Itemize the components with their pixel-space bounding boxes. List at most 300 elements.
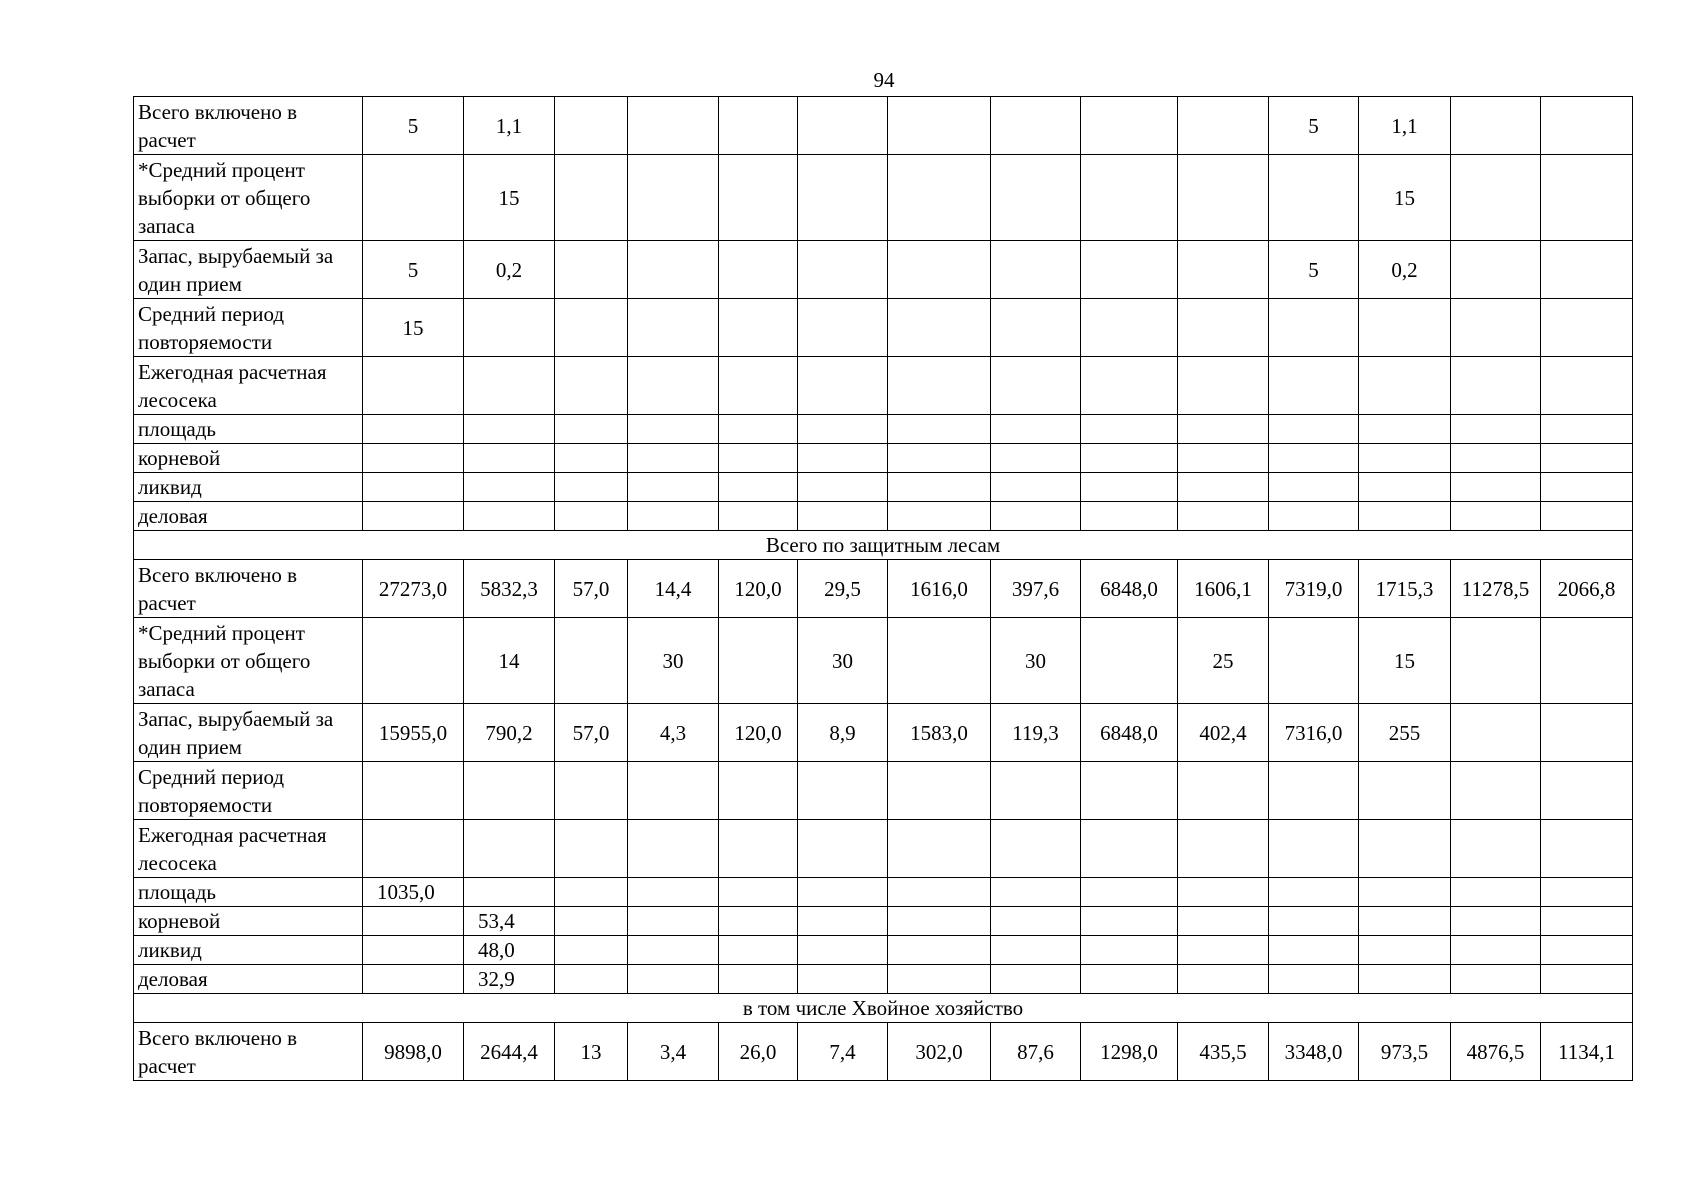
table-cell bbox=[1451, 762, 1541, 820]
table-cell bbox=[464, 502, 555, 531]
table-cell bbox=[719, 878, 798, 907]
table-cell bbox=[1178, 299, 1269, 357]
table-cell bbox=[555, 444, 628, 473]
table-cell: 3348,0 bbox=[1269, 1023, 1359, 1081]
table-cell bbox=[719, 762, 798, 820]
table-cell bbox=[798, 762, 888, 820]
table-cell bbox=[1541, 965, 1633, 994]
table-row bbox=[134, 299, 1633, 357]
table-row bbox=[134, 762, 1633, 820]
table-cell bbox=[888, 357, 991, 415]
table-cell bbox=[1178, 878, 1269, 907]
table-cell bbox=[1541, 473, 1633, 502]
table-cell bbox=[1451, 241, 1541, 299]
table-cell bbox=[1451, 502, 1541, 531]
table-cell bbox=[1269, 965, 1359, 994]
table-cell: 57,0 bbox=[555, 560, 628, 618]
table-cell: 435,5 bbox=[1178, 1023, 1269, 1081]
row-label: корневой bbox=[134, 444, 363, 473]
table-cell bbox=[1451, 618, 1541, 704]
table-cell bbox=[1359, 820, 1451, 878]
table-cell bbox=[1451, 415, 1541, 444]
table-cell bbox=[628, 97, 719, 155]
table-cell bbox=[1541, 618, 1633, 704]
table-cell bbox=[464, 415, 555, 444]
harvest-calculation-table bbox=[133, 96, 1633, 1081]
table-cell bbox=[1451, 473, 1541, 502]
table-row bbox=[134, 878, 1633, 907]
table-cell bbox=[798, 502, 888, 531]
table-cell bbox=[555, 155, 628, 241]
table-cell bbox=[798, 241, 888, 299]
table-cell bbox=[991, 820, 1081, 878]
table-cell bbox=[1541, 444, 1633, 473]
table-cell bbox=[1359, 907, 1451, 936]
table-cell bbox=[991, 155, 1081, 241]
table-cell bbox=[628, 820, 719, 878]
row-label: ликвид bbox=[134, 473, 363, 502]
table-cell bbox=[888, 907, 991, 936]
table-cell bbox=[798, 820, 888, 878]
table-cell bbox=[888, 618, 991, 704]
table-row bbox=[134, 357, 1633, 415]
table-cell bbox=[1081, 502, 1178, 531]
table-cell bbox=[464, 878, 555, 907]
table-cell bbox=[363, 415, 464, 444]
table-cell bbox=[1081, 97, 1178, 155]
table-cell bbox=[888, 444, 991, 473]
table-cell: 402,4 bbox=[1178, 704, 1269, 762]
table-cell: 3,4 bbox=[628, 1023, 719, 1081]
table-cell bbox=[628, 415, 719, 444]
table-cell bbox=[1081, 444, 1178, 473]
table-cell: 0,2 bbox=[464, 241, 555, 299]
table-cell: 29,5 bbox=[798, 560, 888, 618]
table-cell bbox=[719, 502, 798, 531]
table-cell: 0,2 bbox=[1359, 241, 1451, 299]
table-row bbox=[134, 502, 1633, 531]
table-cell: 15 bbox=[363, 299, 464, 357]
table-cell: 255 bbox=[1359, 704, 1451, 762]
table-cell bbox=[719, 907, 798, 936]
table-row bbox=[134, 936, 1633, 965]
table-cell: 13 bbox=[555, 1023, 628, 1081]
table-cell bbox=[991, 97, 1081, 155]
row-label: корневой bbox=[134, 907, 363, 936]
table-cell bbox=[719, 241, 798, 299]
row-label: *Средний процент выборки от общего запаса bbox=[134, 155, 363, 241]
table-cell bbox=[798, 357, 888, 415]
table-cell: 302,0 bbox=[888, 1023, 991, 1081]
table-cell: 9898,0 bbox=[363, 1023, 464, 1081]
table-cell: 6848,0 bbox=[1081, 560, 1178, 618]
table-cell bbox=[1269, 502, 1359, 531]
table-cell: 15 bbox=[464, 155, 555, 241]
table-cell bbox=[1541, 878, 1633, 907]
table-cell bbox=[555, 965, 628, 994]
table-cell: 1035,0 bbox=[363, 878, 464, 907]
table-cell bbox=[464, 357, 555, 415]
table-cell bbox=[1178, 357, 1269, 415]
table-cell bbox=[1541, 415, 1633, 444]
table-cell bbox=[628, 907, 719, 936]
table-cell bbox=[719, 415, 798, 444]
table-cell: 1583,0 bbox=[888, 704, 991, 762]
table-row bbox=[134, 704, 1633, 762]
table-row bbox=[134, 415, 1633, 444]
table-row bbox=[134, 241, 1633, 299]
table-row bbox=[134, 155, 1633, 241]
table-cell bbox=[1081, 907, 1178, 936]
table-cell bbox=[1451, 704, 1541, 762]
table-cell bbox=[991, 415, 1081, 444]
table-cell bbox=[1081, 618, 1178, 704]
table-cell: 53,4 bbox=[464, 907, 555, 936]
table-cell bbox=[1178, 415, 1269, 444]
table-cell: 48,0 bbox=[464, 936, 555, 965]
table-cell bbox=[1081, 762, 1178, 820]
table-cell: 397,6 bbox=[991, 560, 1081, 618]
table-cell: 790,2 bbox=[464, 704, 555, 762]
table-cell bbox=[628, 762, 719, 820]
table-cell bbox=[555, 415, 628, 444]
table-cell: 4,3 bbox=[628, 704, 719, 762]
table-cell: 5 bbox=[1269, 97, 1359, 155]
table-body bbox=[134, 97, 1633, 1081]
row-label: деловая bbox=[134, 502, 363, 531]
table-cell: 87,6 bbox=[991, 1023, 1081, 1081]
table-cell bbox=[1359, 415, 1451, 444]
table-cell bbox=[1081, 473, 1178, 502]
table-cell: 5 bbox=[363, 241, 464, 299]
table-cell bbox=[1541, 936, 1633, 965]
table-cell: 6848,0 bbox=[1081, 704, 1178, 762]
table-cell: 120,0 bbox=[719, 560, 798, 618]
table-cell bbox=[798, 473, 888, 502]
table-cell bbox=[628, 936, 719, 965]
table-cell bbox=[628, 155, 719, 241]
row-label: Запас, вырубаемый за один прием bbox=[134, 241, 363, 299]
table-cell bbox=[363, 907, 464, 936]
table-cell bbox=[1178, 97, 1269, 155]
table-cell bbox=[1269, 762, 1359, 820]
row-label: ликвид bbox=[134, 936, 363, 965]
table-cell bbox=[363, 965, 464, 994]
table-cell bbox=[363, 762, 464, 820]
table-cell bbox=[1359, 762, 1451, 820]
table-cell bbox=[719, 155, 798, 241]
table-cell bbox=[1081, 936, 1178, 965]
table-cell: 1606,1 bbox=[1178, 560, 1269, 618]
table-cell bbox=[1081, 357, 1178, 415]
table-cell bbox=[1541, 704, 1633, 762]
table-cell bbox=[555, 618, 628, 704]
table-cell bbox=[1178, 762, 1269, 820]
table-cell bbox=[1451, 820, 1541, 878]
table-cell bbox=[991, 357, 1081, 415]
table-cell: 25 bbox=[1178, 618, 1269, 704]
table-cell bbox=[991, 907, 1081, 936]
table-cell bbox=[1178, 473, 1269, 502]
table-cell bbox=[1269, 618, 1359, 704]
table-cell bbox=[1359, 965, 1451, 994]
table-cell bbox=[1178, 241, 1269, 299]
table-cell: 2644,4 bbox=[464, 1023, 555, 1081]
table-cell bbox=[628, 965, 719, 994]
table-cell bbox=[1269, 907, 1359, 936]
table-cell bbox=[888, 415, 991, 444]
row-label: площадь bbox=[134, 415, 363, 444]
table-cell bbox=[991, 965, 1081, 994]
table-cell bbox=[991, 502, 1081, 531]
table-cell bbox=[798, 936, 888, 965]
table-cell bbox=[1451, 936, 1541, 965]
table-cell bbox=[991, 878, 1081, 907]
table-cell bbox=[1541, 502, 1633, 531]
table-cell bbox=[628, 299, 719, 357]
table-cell bbox=[363, 618, 464, 704]
table-cell bbox=[1451, 907, 1541, 936]
table-cell bbox=[991, 473, 1081, 502]
table-cell bbox=[719, 965, 798, 994]
table-cell bbox=[628, 241, 719, 299]
row-label: Ежегодная расчетная лесосека bbox=[134, 820, 363, 878]
table-cell: 1,1 bbox=[464, 97, 555, 155]
row-label: Всего включено в расчет bbox=[134, 560, 363, 618]
table-cell bbox=[991, 299, 1081, 357]
table-cell bbox=[555, 241, 628, 299]
table-cell bbox=[363, 936, 464, 965]
table-cell: 15 bbox=[1359, 618, 1451, 704]
table-cell: 30 bbox=[628, 618, 719, 704]
table-cell: 119,3 bbox=[991, 704, 1081, 762]
table-cell bbox=[888, 299, 991, 357]
table-row bbox=[134, 965, 1633, 994]
table-cell bbox=[464, 762, 555, 820]
row-label: Средний период повторяемости bbox=[134, 762, 363, 820]
row-label: Всего включено в расчет bbox=[134, 1023, 363, 1081]
table-cell: 5 bbox=[1269, 241, 1359, 299]
table-cell bbox=[1081, 299, 1178, 357]
table-cell: 26,0 bbox=[719, 1023, 798, 1081]
table-cell bbox=[888, 241, 991, 299]
table-cell: 7319,0 bbox=[1269, 560, 1359, 618]
table-cell bbox=[719, 444, 798, 473]
table-cell bbox=[464, 444, 555, 473]
table-cell bbox=[1269, 299, 1359, 357]
table-cell bbox=[1541, 155, 1633, 241]
table-cell bbox=[1451, 155, 1541, 241]
table-cell bbox=[1178, 502, 1269, 531]
table-cell bbox=[719, 299, 798, 357]
table-cell: 14 bbox=[464, 618, 555, 704]
table-cell bbox=[555, 473, 628, 502]
table-cell bbox=[555, 502, 628, 531]
table-cell bbox=[1359, 473, 1451, 502]
table-row bbox=[134, 560, 1633, 618]
table-cell bbox=[1081, 241, 1178, 299]
table-cell bbox=[1178, 155, 1269, 241]
table-cell: 27273,0 bbox=[363, 560, 464, 618]
table-cell bbox=[555, 97, 628, 155]
table-cell bbox=[1541, 241, 1633, 299]
section-title: в том числе Хвойное хозяйство bbox=[134, 994, 1633, 1023]
table-cell: 7,4 bbox=[798, 1023, 888, 1081]
table-cell bbox=[1178, 965, 1269, 994]
table-cell: 15 bbox=[1359, 155, 1451, 241]
table-cell bbox=[1359, 502, 1451, 531]
row-label: площадь bbox=[134, 878, 363, 907]
table-cell bbox=[363, 820, 464, 878]
table-cell bbox=[1269, 357, 1359, 415]
table-cell: 5 bbox=[363, 97, 464, 155]
table-cell bbox=[991, 936, 1081, 965]
table-cell bbox=[798, 878, 888, 907]
table-cell bbox=[1269, 155, 1359, 241]
table-cell: 14,4 bbox=[628, 560, 719, 618]
table-cell bbox=[719, 936, 798, 965]
table-row bbox=[134, 820, 1633, 878]
table-cell bbox=[1178, 907, 1269, 936]
table-cell bbox=[888, 473, 991, 502]
table-cell bbox=[363, 357, 464, 415]
table-cell bbox=[888, 155, 991, 241]
table-cell bbox=[719, 357, 798, 415]
table-cell: 30 bbox=[798, 618, 888, 704]
table-cell bbox=[888, 878, 991, 907]
table-cell bbox=[363, 502, 464, 531]
table-cell: 32,9 bbox=[464, 965, 555, 994]
table-cell bbox=[1269, 820, 1359, 878]
table-cell bbox=[798, 415, 888, 444]
row-label: деловая bbox=[134, 965, 363, 994]
table-cell bbox=[888, 502, 991, 531]
table-cell bbox=[798, 907, 888, 936]
table-cell: 1616,0 bbox=[888, 560, 991, 618]
table-cell bbox=[1541, 762, 1633, 820]
table-cell: 1298,0 bbox=[1081, 1023, 1178, 1081]
table-cell bbox=[1081, 820, 1178, 878]
table-cell bbox=[1541, 97, 1633, 155]
table-row bbox=[134, 907, 1633, 936]
row-label: Всего включено в расчет bbox=[134, 97, 363, 155]
table-cell bbox=[1451, 299, 1541, 357]
table-cell: 4876,5 bbox=[1451, 1023, 1541, 1081]
table-cell bbox=[888, 820, 991, 878]
table-cell bbox=[1541, 820, 1633, 878]
table-cell bbox=[555, 907, 628, 936]
table-cell bbox=[363, 155, 464, 241]
table-cell bbox=[1451, 965, 1541, 994]
table-cell: 120,0 bbox=[719, 704, 798, 762]
table-cell: 5832,3 bbox=[464, 560, 555, 618]
table-cell bbox=[798, 965, 888, 994]
table-cell bbox=[1359, 299, 1451, 357]
table-cell bbox=[888, 965, 991, 994]
table-cell bbox=[719, 97, 798, 155]
table-cell: 1715,3 bbox=[1359, 560, 1451, 618]
table-cell bbox=[1269, 415, 1359, 444]
table-cell bbox=[1269, 473, 1359, 502]
table-cell bbox=[798, 155, 888, 241]
row-label: *Средний процент выборки от общего запаса bbox=[134, 618, 363, 704]
table-cell bbox=[1451, 357, 1541, 415]
table-cell bbox=[1541, 299, 1633, 357]
table-cell: 11278,5 bbox=[1451, 560, 1541, 618]
table-cell bbox=[628, 878, 719, 907]
table-cell bbox=[464, 473, 555, 502]
table-cell bbox=[1081, 965, 1178, 994]
table-cell bbox=[555, 878, 628, 907]
table-cell bbox=[719, 618, 798, 704]
table-cell bbox=[464, 299, 555, 357]
table-cell bbox=[555, 820, 628, 878]
table-cell bbox=[1359, 878, 1451, 907]
table-cell bbox=[555, 762, 628, 820]
row-label: Средний период повторяемости bbox=[134, 299, 363, 357]
table-cell bbox=[888, 97, 991, 155]
table-cell bbox=[719, 820, 798, 878]
table-cell bbox=[991, 762, 1081, 820]
table-cell bbox=[1178, 444, 1269, 473]
table-cell bbox=[1081, 415, 1178, 444]
table-row bbox=[134, 97, 1633, 155]
table-cell bbox=[991, 241, 1081, 299]
table-cell bbox=[628, 444, 719, 473]
table-cell: 2066,8 bbox=[1541, 560, 1633, 618]
table-cell: 1134,1 bbox=[1541, 1023, 1633, 1081]
table-cell bbox=[464, 820, 555, 878]
table-cell bbox=[1541, 907, 1633, 936]
table-cell bbox=[555, 936, 628, 965]
table-cell: 30 bbox=[991, 618, 1081, 704]
table-cell bbox=[1081, 155, 1178, 241]
table-cell bbox=[628, 473, 719, 502]
table-row bbox=[134, 444, 1633, 473]
table-cell: 1,1 bbox=[1359, 97, 1451, 155]
table-row bbox=[134, 618, 1633, 704]
section-header-row bbox=[134, 994, 1633, 1023]
row-label: Ежегодная расчетная лесосека bbox=[134, 357, 363, 415]
table-cell bbox=[363, 444, 464, 473]
table-cell bbox=[719, 473, 798, 502]
table-cell bbox=[1451, 444, 1541, 473]
table-cell bbox=[1359, 357, 1451, 415]
table-cell bbox=[1269, 936, 1359, 965]
table-cell bbox=[1081, 878, 1178, 907]
table-cell bbox=[1178, 936, 1269, 965]
table-cell bbox=[1359, 444, 1451, 473]
table-cell bbox=[1541, 357, 1633, 415]
table-cell bbox=[1451, 878, 1541, 907]
table-cell bbox=[1178, 820, 1269, 878]
table-cell: 15955,0 bbox=[363, 704, 464, 762]
table-cell bbox=[628, 357, 719, 415]
table-cell bbox=[555, 357, 628, 415]
table-cell bbox=[991, 444, 1081, 473]
section-header-row bbox=[134, 531, 1633, 560]
table-cell bbox=[798, 299, 888, 357]
table-row bbox=[134, 473, 1633, 502]
table-cell bbox=[363, 473, 464, 502]
table-cell bbox=[888, 936, 991, 965]
table-cell bbox=[555, 299, 628, 357]
table-cell: 8,9 bbox=[798, 704, 888, 762]
table-cell bbox=[1451, 97, 1541, 155]
table-cell bbox=[798, 444, 888, 473]
table-row bbox=[134, 1023, 1633, 1081]
page-number: 94 bbox=[873, 68, 895, 92]
